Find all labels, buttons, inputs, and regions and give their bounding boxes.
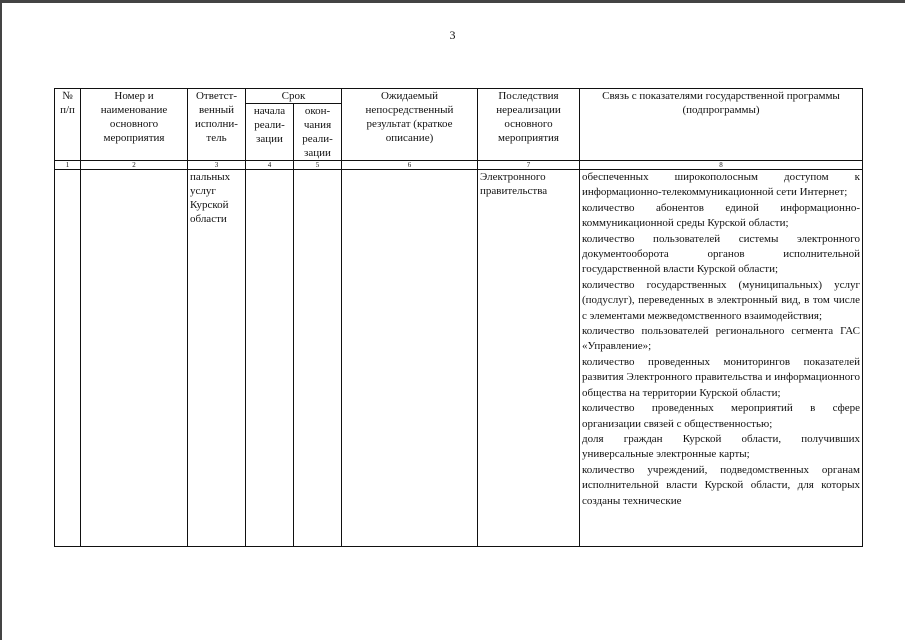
column-number: 3 (188, 161, 246, 170)
indicator-item: количество проведенных мероприятий в сфере организации связей с общественностью; (582, 402, 860, 430)
page-number: 3 (449, 28, 456, 42)
cell-num (55, 170, 81, 547)
column-number: 8 (580, 161, 863, 170)
cell-consequences: Электронного правительства (478, 170, 580, 547)
header-row (55, 89, 863, 104)
column-number: 5 (294, 161, 342, 170)
column-number: 2 (81, 161, 188, 170)
header-term: Срок (246, 89, 342, 104)
indicator-item: количество пользователей регионального сегмента ГАС «Управление»; (582, 325, 860, 353)
cell-measure (81, 170, 188, 547)
column-number: 4 (246, 161, 294, 170)
column-number-row (55, 161, 863, 170)
indicator-item: количество проведенных мониторингов показателей развития Электронного правительства и информационного общества на территории Курской области; (582, 355, 860, 399)
cell-term-start (246, 170, 294, 547)
cell-term-end (294, 170, 342, 547)
header-expected-result: Ожидаемый непосредственный результат (краткое описание) (342, 89, 478, 161)
header-num: № п/п (55, 89, 81, 161)
page-left-edge (0, 0, 2, 640)
header-measure: Номер и наименование основного мероприятия (81, 89, 188, 161)
cell-responsible: пальных услуг Курской области (188, 170, 246, 547)
table-row (55, 170, 863, 547)
header-term-end: окон-чания реали-зации (294, 104, 342, 161)
page-top-edge (0, 0, 905, 3)
header-consequences: Последствия нереализации основного мероприятия (478, 89, 580, 161)
indicator-item: доля граждан Курской области, получивших универсальные электронные карты; (582, 432, 860, 461)
indicator-item: количество учреждений, подведомственных органам исполнительной власти Курской области, для которых созданы технические (582, 463, 860, 507)
header-indicators-link: Связь с показателями государственной программы (подпрограммы) (580, 89, 863, 161)
indicator-item: количество абонентов единой информационно-коммуникационной среды Курской области; (582, 201, 860, 230)
column-number: 7 (478, 161, 580, 170)
cell-indicators-link (580, 170, 863, 547)
measures-table (54, 88, 863, 547)
cell-expected-result (342, 170, 478, 547)
header-responsible: Ответст-венный исполни-тель (188, 89, 246, 161)
column-number: 1 (55, 161, 81, 170)
indicator-item: количество пользователей системы электронного документооборота органов исполнительной государственной власти Курской области; (582, 232, 860, 276)
header-term-start: начала реали-зации (246, 104, 294, 161)
indicator-item: количество государственных (муниципальных) услуг (подуслуг), переведенных в электронный вид, в том числе с элементами межведомственного взаимодействия; (582, 278, 860, 322)
indicator-item: обеспеченных широкополосным доступом к информационно-телекоммуникационной сети Интернет; (582, 171, 860, 199)
column-number: 6 (342, 161, 478, 170)
